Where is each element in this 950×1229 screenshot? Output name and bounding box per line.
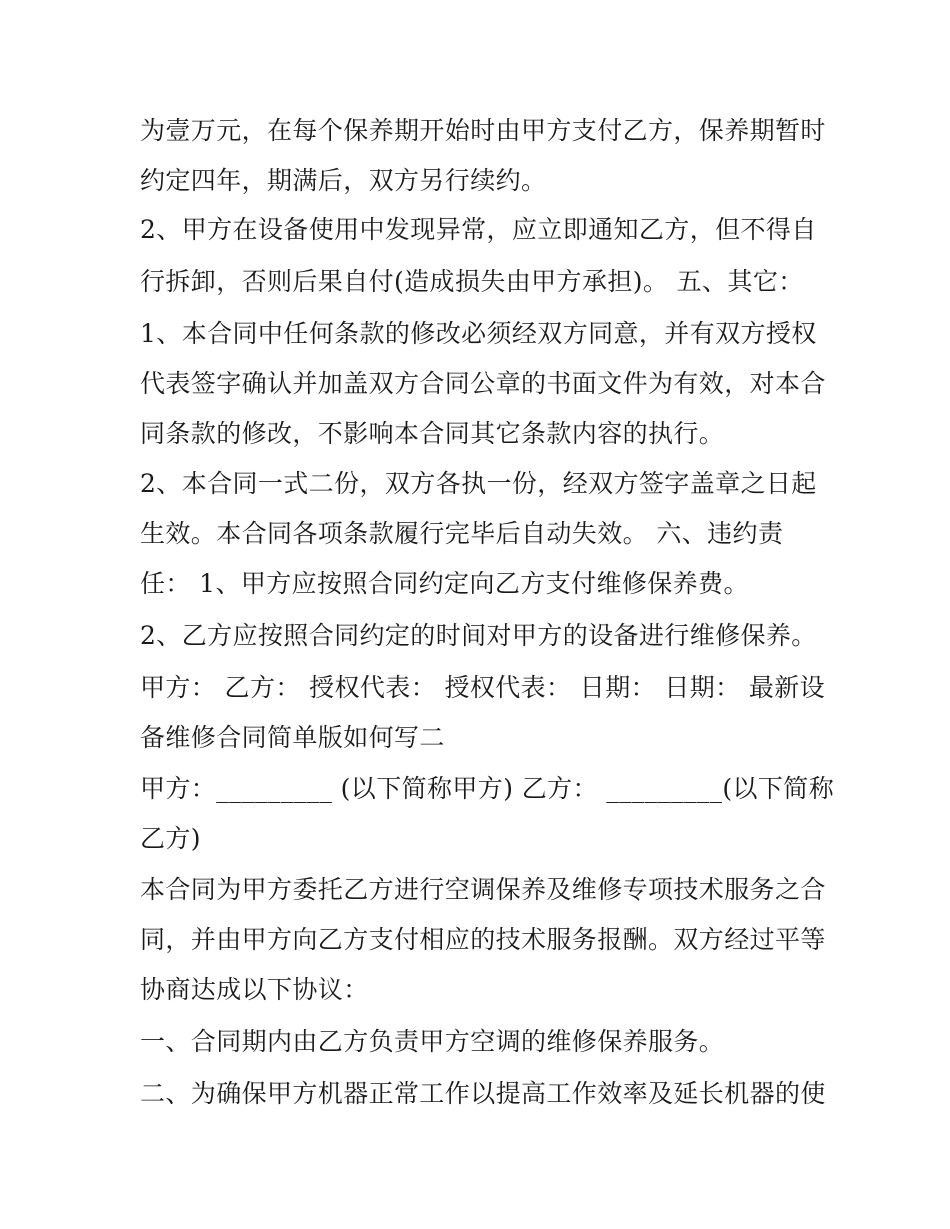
text-line: 1、本合同中任何条款的修改必须经双方同意，并有双方授权	[140, 319, 817, 348]
text-line: 2、乙方应按照合同约定的时间对甲方的设备进行维修保养。	[140, 621, 817, 650]
text-line: 本合同为甲方委托乙方进行空调保养及维修专项技术服务之合	[140, 875, 826, 904]
text-line: 协商达成以下协议：	[140, 975, 369, 1004]
text-line: 代表签字确认并加盖双方合同公章的书面文件为有效，对本合	[140, 369, 826, 398]
text-line: 二、为确保甲方机器正常工作以提高工作效率及延长机器的使	[140, 1079, 826, 1108]
text-line: 乙方)	[140, 824, 201, 853]
text-line: 甲方： 乙方： 授权代表： 授权代表： 日期： 日期： 最新设	[140, 673, 826, 702]
text-line: 同，并由甲方向乙方支付相应的技术服务报酬。双方经过平等	[140, 925, 826, 954]
text-line: 生效。本合同各项条款履行完毕后自动失效。 六、违约责	[140, 519, 784, 548]
text-line: 2、甲方在设备使用中发现异常，应立即通知乙方，但不得自	[140, 215, 817, 244]
text-line: 备维修合同简单版如何写二	[140, 723, 445, 752]
text-line: 任： 1、甲方应按照合同约定向乙方支付维修保养费。	[140, 569, 749, 598]
text-line: 甲方：_________ (以下简称甲方) 乙方： _________(以下简称	[140, 774, 835, 803]
text-line: 一、合同期内由乙方负责甲方空调的维修保养服务。	[140, 1027, 725, 1056]
text-line: 同条款的修改，不影响本合同其它条款内容的执行。	[140, 419, 725, 448]
text-line: 为壹万元，在每个保养期开始时由甲方支付乙方，保养期暂时	[140, 116, 826, 145]
text-line: 约定四年，期满后，双方另行续约。	[140, 166, 547, 195]
text-line: 2、本合同一式二份，双方各执一份，经双方签字盖章之日起	[140, 469, 817, 498]
text-line: 行拆卸，否则后果自付(造成损失由甲方承担)。 五、其它：	[140, 267, 804, 296]
